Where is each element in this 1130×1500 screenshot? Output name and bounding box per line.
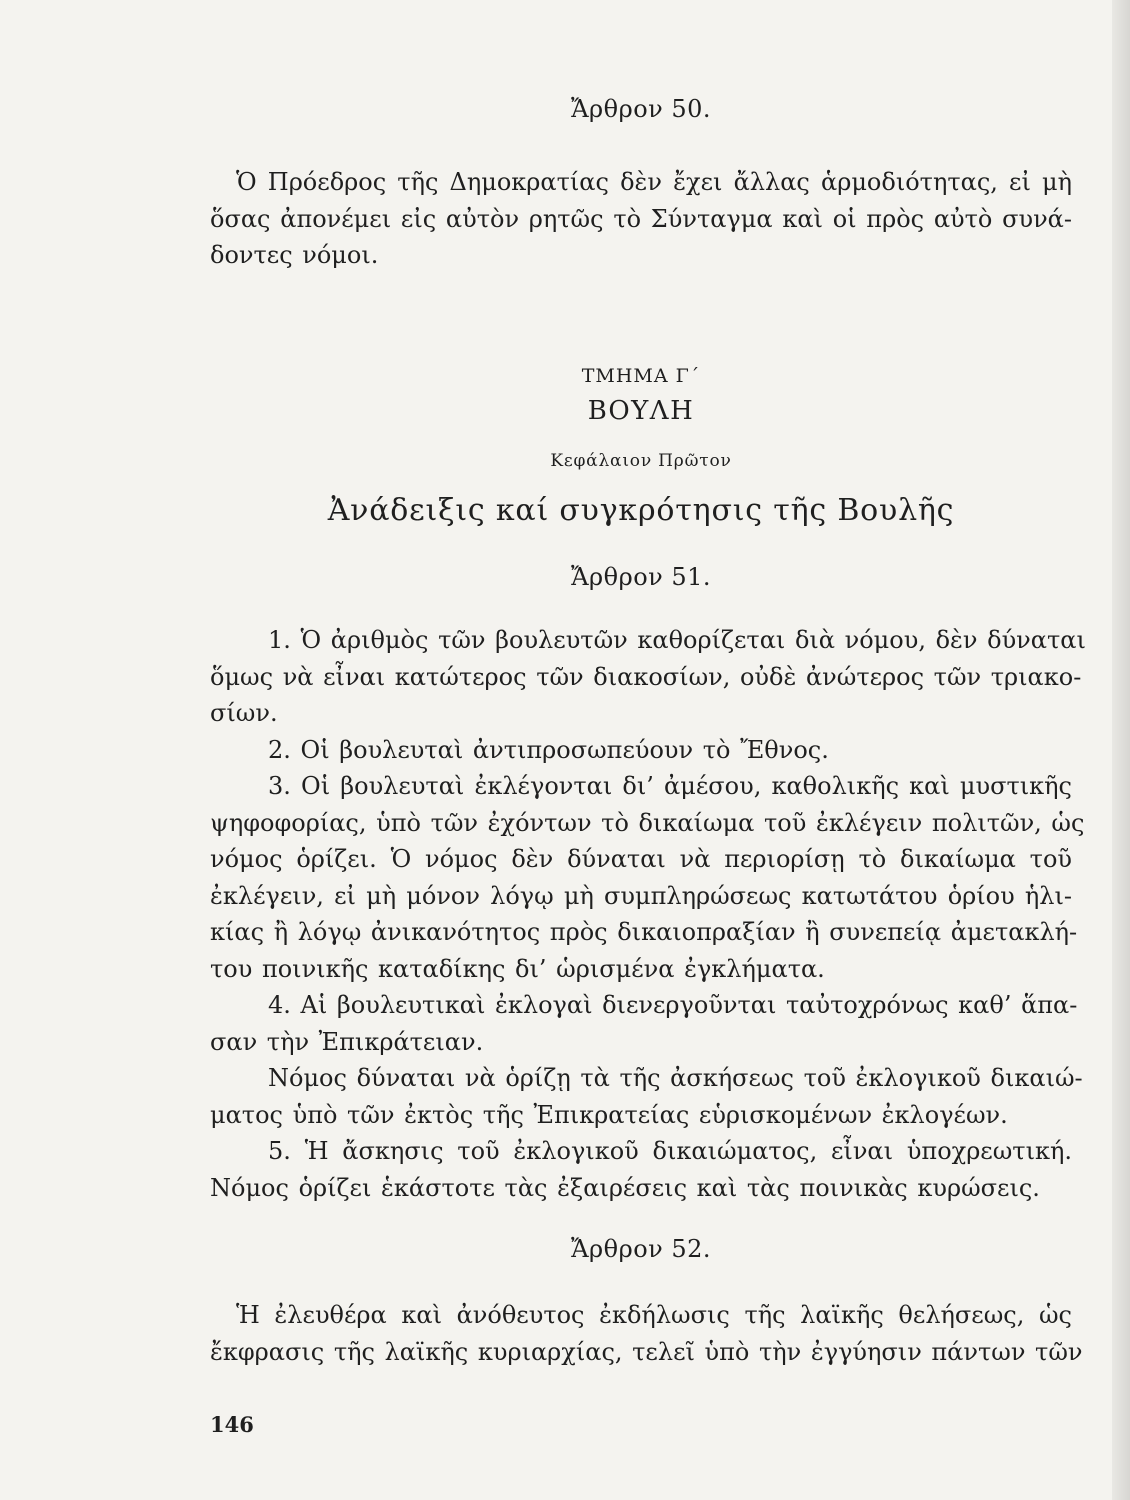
article-51-line: σαν τὴν Ἐπικράτειαν.	[210, 1027, 484, 1056]
article-52-line: Ἡ ἐλευθέρα καὶ ἀνόθευτος ἐκδήλωσις τῆς λαϊκῆς θελήσεως, ὡς	[236, 1301, 1072, 1329]
article-50-line: Ὁ Πρόεδρος τῆς Δημοκρατίας δὲν ἔχει ἄλλας ἁρμοδιότητας, εἰ μὴ	[236, 168, 1072, 196]
article-51-line: ψηφοφορίας, ὑπὸ τῶν ἐχόντων τὸ δικαίωμα τοῦ ἐκλέγειν πολιτῶν, ὡς	[210, 808, 1085, 837]
article-51-line: 1. Ὁ ἀριθμὸς τῶν βουλευτῶν καθορίζεται διὰ νόμου, δὲν δύναται	[268, 626, 1086, 654]
article-51-line: ματος ὑπὸ τῶν ἐκτὸς τῆς Ἐπικρατείας εὑρισκομένων ἐκλογέων.	[210, 1100, 1008, 1129]
section-title: ΒΟΥΛΗ	[587, 396, 695, 426]
article-51-body	[210, 622, 1086, 1206]
article-52-paragraph	[210, 1297, 1083, 1370]
article-50-heading: Ἄρθρον 50.	[570, 95, 712, 123]
article-50-paragraph	[210, 164, 1072, 274]
article-51-line: κίας ἢ λόγῳ ἀνικανότητος πρὸς δικαιοπραξίαν ἢ συνεπείᾳ ἀμετακλή-	[210, 918, 1078, 946]
section-label: ΤΜΗΜΑ Γ΄	[581, 365, 701, 387]
chapter-title: Ἀνάδειξις καί συγκρότησις τῆς Βουλῆς	[327, 493, 955, 528]
article-51-line: του ποινικῆς καταδίκης δι’ ὡρισμένα ἐγκλήματα.	[210, 954, 825, 983]
article-51-line: νόμος ὁρίζει. Ὁ νόμος δὲν δύναται νὰ περιορίσῃ τὸ δικαίωμα τοῦ	[210, 845, 1072, 873]
article-52-line: ἔκφρασις τῆς λαϊκῆς κυριαρχίας, τελεῖ ὑπὸ τὴν ἐγγύησιν πάντων τῶν	[210, 1337, 1083, 1366]
page-edge-shadow	[1112, 0, 1130, 1500]
page-number: 146	[210, 1412, 254, 1437]
article-51-line: σίων.	[210, 699, 278, 727]
article-50-line: δοντες νόμοι.	[210, 241, 379, 269]
article-51-line: 2. Οἱ βουλευταὶ ἀντιπροσωπεύουν τὸ Ἔθνος.	[268, 735, 829, 764]
article-51-line: ὅμως νὰ εἶναι κατώτερος τῶν διακοσίων, οὐδὲ ἀνώτερος τῶν τριακο-	[210, 662, 1082, 691]
article-51-line: 4. Αἱ βουλευτικαὶ ἐκλογαὶ διενεργοῦνται ταὐτοχρόνως καθ’ ἅπα-	[268, 991, 1078, 1019]
article-50-line: ὅσας ἀπονέμει εἰς αὐτὸν ρητῶς τὸ Σύνταγμα καὶ οἱ πρὸς αὐτὸ συνά-	[210, 204, 1072, 233]
article-51-line: 3. Οἱ βουλευταὶ ἐκλέγονται δι’ ἀμέσου, καθολικῆς καὶ μυστικῆς	[268, 772, 1072, 800]
article-51-line: ἐκλέγειν, εἰ μὴ μόνον λόγῳ μὴ συμπληρώσεως κατωτάτου ὁρίου ἡλι-	[210, 881, 1072, 910]
article-51-heading: Ἄρθρον 51.	[570, 563, 712, 591]
article-51-line: 5. Ἡ ἄσκησις τοῦ ἐκλογικοῦ δικαιώματος, εἶναι ὑποχρεωτική.	[268, 1137, 1072, 1165]
chapter-label: Κεφάλαιον Πρῶτον	[550, 451, 732, 471]
article-51-line: Νόμος ὁρίζει ἑκάστοτε τὰς ἐξαιρέσεις καὶ τὰς ποινικὰς κυρώσεις.	[210, 1173, 1040, 1202]
article-52-heading: Ἄρθρον 52.	[570, 1235, 712, 1263]
article-51-line: Νόμος δύναται νὰ ὁρίζῃ τὰ τῆς ἀσκήσεως τοῦ ἐκλογικοῦ δικαιώ-	[268, 1064, 1083, 1092]
